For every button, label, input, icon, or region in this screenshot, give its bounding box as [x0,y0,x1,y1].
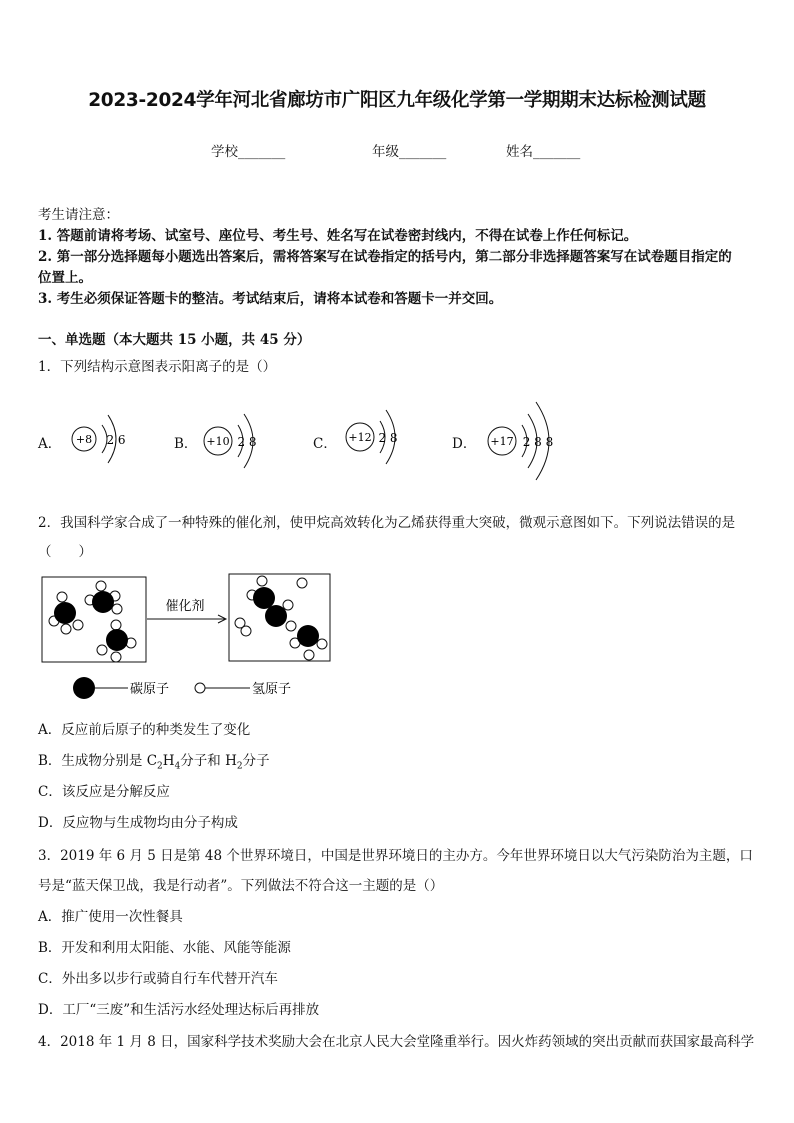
legend-carbon-atom [73,677,95,699]
legend-carbon-label: 碳原子 [130,682,170,697]
nucleus-label: +12 [348,431,372,444]
q3-option-d: D．工厂“三废”和生活污水经处理达标后再排放 [38,1002,320,1018]
q2-stem-line1: 2．我国科学家合成了一种特殊的催化剂，使甲烷高效转化为乙烯获得重大突破，微观示意图如下。下列说法错误的是 [38,515,736,531]
q1-option-b-diagram [200,400,280,480]
legend-hydrogen-atom [195,683,205,693]
q1-option-b-label: B． [174,436,198,452]
q3-option-a: A．推广使用一次性餐具 [38,909,183,925]
shell-electrons: 2 8 8 [522,435,554,449]
q1-stem: 1．下列结构示意图表示阳离子的是（） [38,359,277,375]
carbon-atom [297,625,319,647]
q2-reaction-diagram [38,572,338,702]
shell-electrons: 2 8 [378,431,398,445]
q2-stem-line2: （ ） [38,544,92,560]
q2-option-d: D．反应物与生成物均由分子构成 [38,815,238,831]
section-heading: 一、单选题（本大题共 15 小题，共 45 分） [38,332,311,348]
catalyst-label: 催化剂 [165,599,205,614]
carbon-atom [106,629,128,651]
q4-stem-line1: 4．2018 年 1 月 8 日，国家科学技术奖励大会在北京人民大会堂隆重举行。因火炸药领域的突出贡献而获国家最高科学 [38,1034,755,1050]
q3-stem-line1: 3．2019 年 6 月 5 日是第 48 个世界环境日，中国是世界环境日的主办方。今年世界环境日以大气污染防治为主题，口 [38,848,753,864]
page-title: 2023-2024学年河北省廊坊市广阳区九年级化学第一学期期末达标检测试题 [88,90,706,111]
shell-electrons: 2 6 [106,433,126,447]
notice-heading: 考生请注意： [38,207,119,223]
shell-electrons: 2 8 [237,435,257,449]
q1-option-a-label: A． [38,436,62,452]
q1-option-a-diagram [66,400,141,480]
school-field: 学校_______ [211,144,286,160]
legend-hydrogen-label: 氢原子 [252,682,292,697]
q3-stem-line2: 号是“蓝天保卫战，我是行动者”。下列做法不符合这一主题的是（） [38,878,444,894]
q2-option-c: C．该反应是分解反应 [38,784,170,800]
q3-option-c: C．外出多以步行或骑自行车代替开汽车 [38,971,278,987]
notice-item-2-cont: 位置上。 [38,270,92,286]
carbon-atom [265,605,287,627]
carbon-atom [54,602,76,624]
q3-option-b: B．开发和利用太阳能、水能、风能等能源 [38,940,291,956]
carbon-atom [92,591,114,613]
q2-option-a: A．反应前后原子的种类发生了变化 [38,722,251,738]
q1-option-c-diagram [342,398,422,478]
nucleus-label: +17 [490,435,514,448]
nucleus-label: +10 [206,435,230,448]
grade-field: 年级_______ [372,144,447,160]
notice-item-2: 2. 第一部分选择题每小题选出答案后，需将答案写在试卷指定的括号内，第二部分非选择题答案写在试卷题目指定的 [38,249,732,265]
carbon-atom [253,587,275,609]
name-field: 姓名_______ [506,144,581,160]
nucleus-label: +8 [75,433,93,446]
q1-option-c-label: C． [313,436,337,452]
q2-option-b: B．生成物分别是 $C_2H_4$分子和 $H_2$分子 [38,753,270,772]
notice-item-3: 3. 考生必须保证答题卡的整洁。考试结束后，请将本试卷和答题卡一并交回。 [38,291,503,307]
q1-option-d-label: D． [452,436,477,452]
q1-option-d-diagram [484,394,574,484]
notice-item-1: 1. 答题前请将考场、试室号、座位号、考生号、姓名写在试卷密封线内，不得在试卷上作任何标记。 [38,228,638,244]
